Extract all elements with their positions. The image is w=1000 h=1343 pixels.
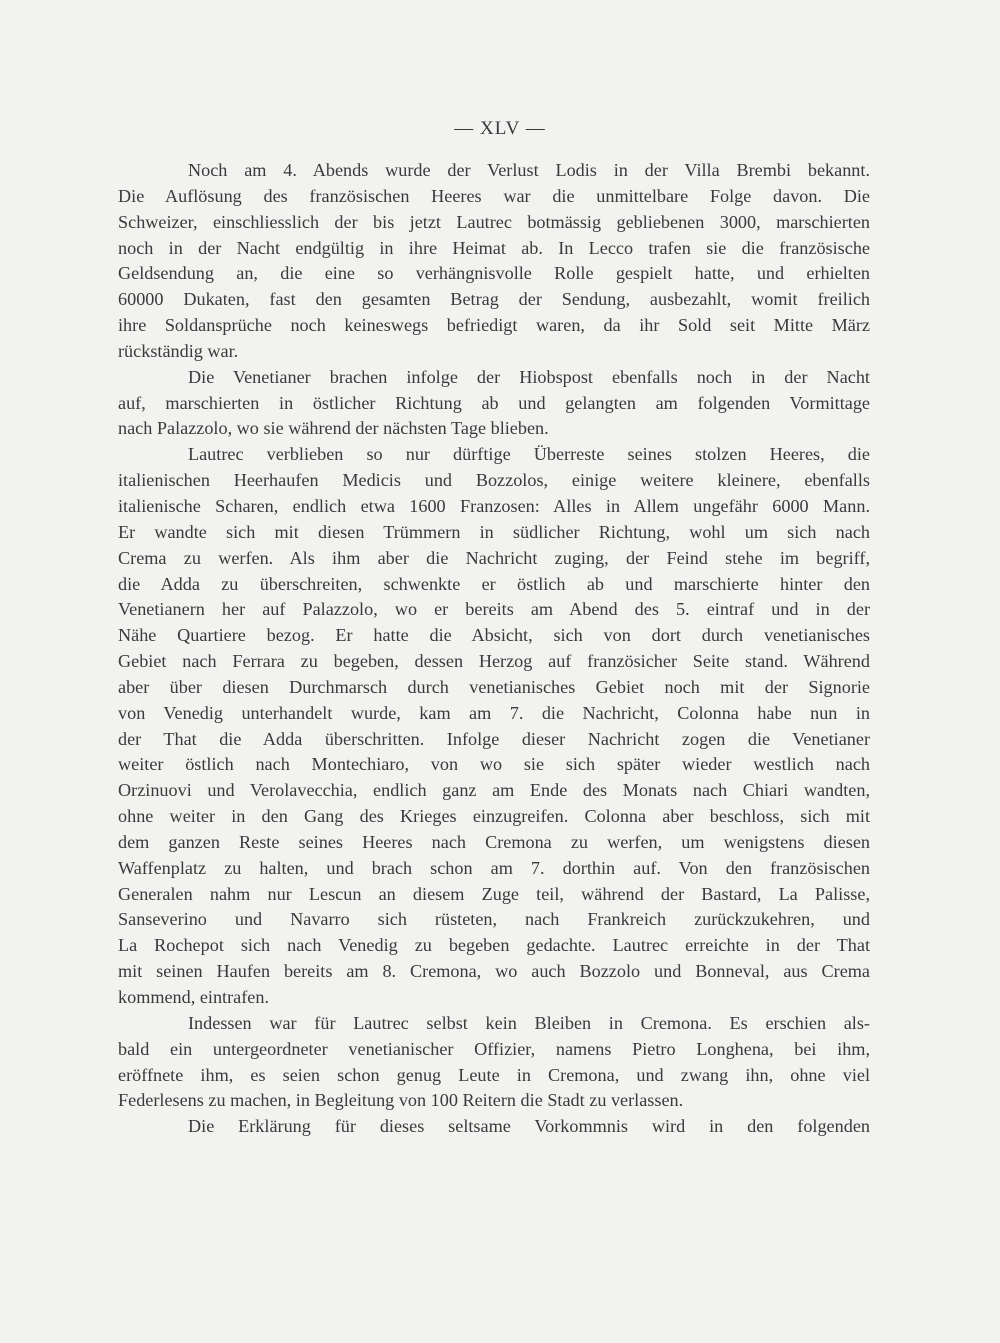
paragraph [118,1011,870,1114]
text-line: Geldsendung an, die eine so verhängnisvolle Rolle gespielt hatte, und erhielten [118,263,870,284]
text-line: noch in der Nacht endgültig in ihre Heimat ab. In Lecco trafen sie die französische [118,237,870,258]
text-line: die Adda zu überschreiten, schwenkte er östlich ab und marschierte hinter den [118,573,870,594]
text-line: Nähe Quartiere bezog. Er hatte die Absicht, sich von dort durch venetianisches [118,625,870,646]
text-line: ohne weiter in den Gang des Krieges einzugreifen. Colonna aber beschloss, sich mit [118,806,870,827]
text-line: 60000 Dukaten, fast den gesamten Betrag der Sendung, ausbezahlt, womit freilich [118,289,870,310]
text-line: Indessen war für Lautrec selbst kein Bleiben in Cremona. Es erschien als- [188,1012,870,1033]
text-line: rückständig war. [118,340,239,361]
text-line: Noch am 4. Abends wurde der Verlust Lodis in der Villa Brembi bekannt. [188,160,870,180]
text-line: Die Erklärung für dieses seltsame Vorkommnis wird in den folgenden [188,1116,870,1137]
text-line: Gebiet nach Ferrara zu begeben, dessen Herzog auf französicher Seite stand. Während [118,651,870,672]
text-line: Federlesens zu machen, in Begleitung von 100 Reitern die Stadt zu verlassen. [118,1090,684,1111]
text-line: Crema zu werfen. Als ihm aber die Nachricht zuging, der Feind stehe im begriff, [118,547,870,568]
body-text [118,158,870,1140]
text-line: Sanseverino und Navarro sich rüsteten, nach Frankreich zurückzukehren, und [118,909,870,930]
text-line: auf, marschierten in östlicher Richtung ab und gelangten am folgenden Vormittage [118,392,870,413]
paragraph [118,1114,870,1140]
text-line: aber über diesen Durchmarsch durch venetianisches Gebiet noch mit der Signorie [118,676,870,697]
text-line: der That die Adda überschritten. Infolge dieser Nachricht zogen die Venetianer [118,728,870,749]
text-line: italienische Scharen, endlich etwa 1600 Franzosen: Alles in Allem ungefähr 6000 Mann. [118,495,870,516]
text-line: Lautrec verblieben so nur dürftige Überreste seines stolzen Heeres, die [188,444,870,465]
text-line: Schweizer, einschliesslich der bis jetzt Lautrec botmässig gebliebenen 3000, marschierten [118,211,870,232]
text-line: Er wandte sich mit diesen Trümmern in südlicher Richtung, wohl um sich nach [118,521,870,542]
text-line: weiter östlich nach Montechiaro, von wo sie sich später wieder westlich nach [118,754,870,775]
text-line: italienischen Heerhaufen Medicis und Bozzolos, einige weitere kleinere, ebenfalls [118,470,870,491]
text-line: Waffenplatz zu halten, und brach schon am 7. dorthin auf. Von den französischen [118,857,870,878]
text-line: eröffnete ihm, es seien schon genug Leute in Cremona, und zwang ihn, ohne viel [118,1064,870,1085]
text-line: kommend, eintrafen. [118,987,270,1007]
text-line: dem ganzen Reste seines Heeres nach Cremona zu werfen, um wenigstens diesen [118,831,870,852]
text-line: Venetianern her auf Palazzolo, wo er bereits am Abend des 5. eintraf und in der [118,599,870,620]
text-line: ihre Soldansprüche noch keineswegs befriedigt waren, da ihr Sold seit Mitte März [118,315,870,336]
text-line: nach Palazzolo, wo sie während der nächsten Tage blieben. [118,418,549,439]
text-line: mit seinen Haufen bereits am 8. Cremona, wo auch Bozzolo und Bonneval, aus Crema [118,961,870,982]
paragraph [118,442,870,1011]
text-line: Die Venetianer brachen infolge der Hiobspost ebenfalls noch in der Nacht [188,366,870,387]
paragraph [118,365,870,443]
text-line: bald ein untergeordneter venetianischer Offizier, namens Pietro Longhena, bei ihm, [118,1038,870,1059]
text-line: Generalen nahm nur Lescun an diesem Zuge teil, während der Bastard, La Palisse, [118,883,870,904]
text-line: von Venedig unterhandelt wurde, kam am 7. die Nachricht, Colonna habe nun in [118,702,870,723]
text-line: Die Auflösung des französischen Heeres war die unmittelbare Folge davon. Die [118,185,870,206]
page-number: — XLV — [454,118,546,139]
text-line: La Rochepot sich nach Venedig zu begeben gedachte. Lautrec erreichte in der That [118,935,870,956]
paragraph [118,158,870,365]
text-line: Orzinuovi und Verolavecchia, endlich ganz am Ende des Monats nach Chiari wandten, [118,780,870,801]
